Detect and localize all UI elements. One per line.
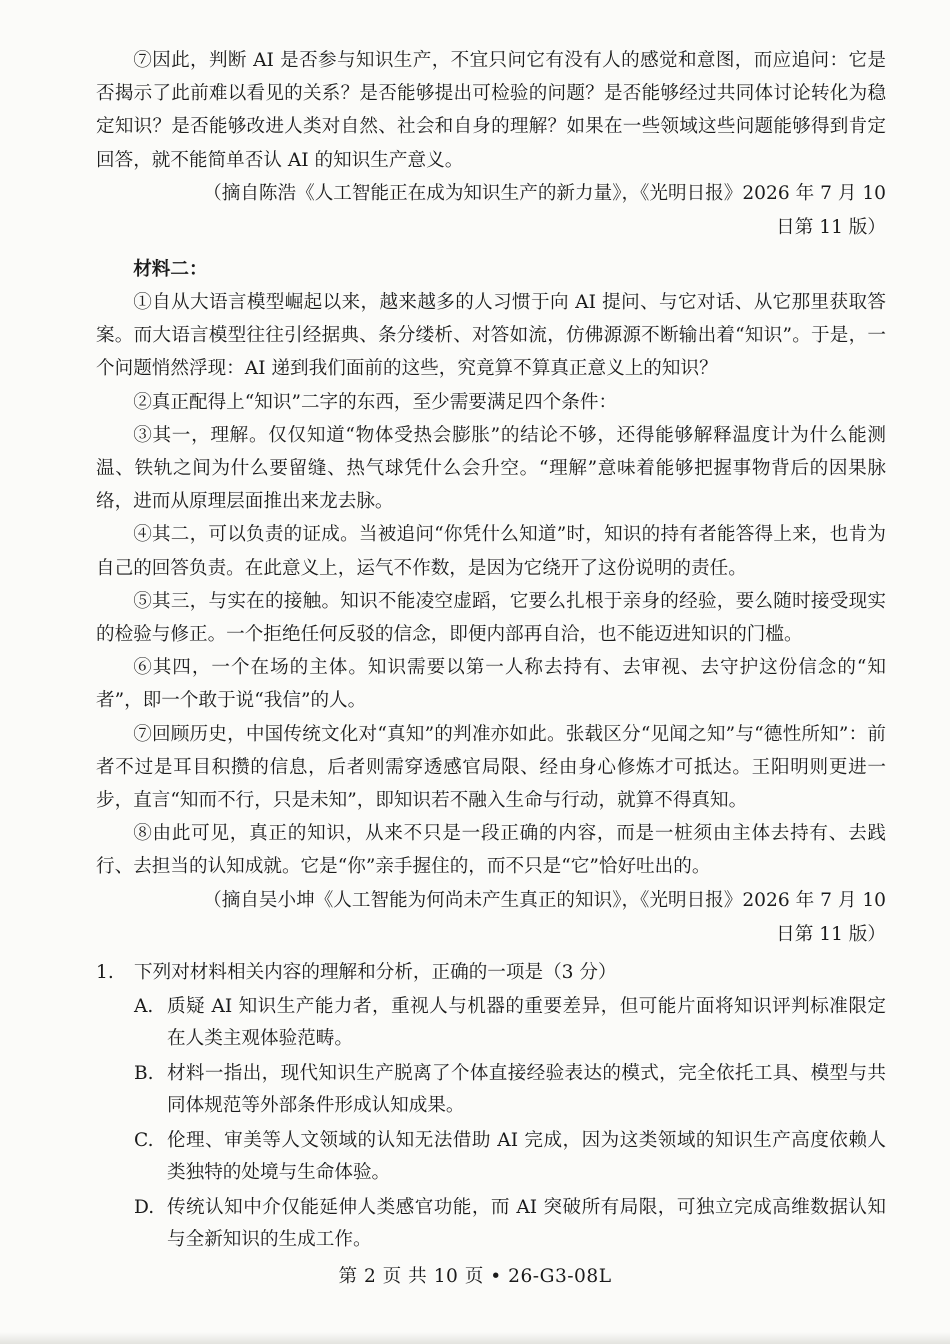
scan-edge-shadow xyxy=(0,1332,950,1344)
question-1-stem xyxy=(96,956,886,989)
material1-source-line2: 日第 11 版） xyxy=(776,216,886,238)
material2-paragraph: ②真正配得上“知识”二字的东西，至少需要满足四个条件： xyxy=(133,391,618,413)
material2-paragraph: ⑥其四，一个在场的主体。知识需要以第一人称去持有、去审视、去守护这份信念的“知者”，即一个敢于说“我信”的人。 xyxy=(96,657,886,712)
option-text: 质疑 AI 知识生产能力者，重视人与机器的重要差异，但可能片面将知识评判标准限定在人类主观体验范畴。 xyxy=(167,995,886,1050)
option-letter: B. xyxy=(134,1062,154,1084)
option-letter: A. xyxy=(134,995,154,1017)
question-stem-text: 下列对材料相关内容的理解和分析，正确的一项是（3 分） xyxy=(134,961,617,983)
option-c xyxy=(134,1125,886,1190)
material1-source-line1: （摘自陈浩《人工智能正在成为知识生产的新力量》，《光明日报》2026 年 7 月 10 xyxy=(203,182,886,204)
page-footer: 第 2 页 共 10 页 • 26-G3-08L xyxy=(338,1266,612,1287)
material2-paragraph: ⑧由此可见，真正的知识，从来不只是一段正确的内容，而是一桩须由主体去持有、去践行、去担当的认知成就。它是“你”亲手握住的，而不只是“它”恰好吐出的。 xyxy=(96,823,886,878)
material2-paragraph: ④其二，可以负责的证成。当被追问“你凭什么知道”时，知识的持有者能答得上来，也肯为自己的回答负责。在此意义上，运气不作数，是因为它绕开了这份说明的责任。 xyxy=(96,524,886,579)
option-letter: C. xyxy=(134,1129,154,1151)
material2-heading: 材料二： xyxy=(133,258,208,280)
page-content xyxy=(96,44,886,1257)
option-text: 伦理、审美等人文领域的认知无法借助 AI 完成，因为这类领域的知识生产高度依赖人类独特的处境与生命体验。 xyxy=(167,1129,886,1184)
option-b xyxy=(134,1058,886,1123)
material2-paragraph: ⑦回顾历史，中国传统文化对“真知”的判准亦如此。张载区分“见闻之知”与“德性所知”：前者不过是耳目积攒的信息，后者则需穿透感官局限、经由身心修炼才可抵达。王阳明则更进一步，直言“知而不行，只是未知”，即知识若不融入生命与行动，就算不得真知。 xyxy=(96,723,886,812)
material2-paragraph: ⑤其三，与实在的接触。知识不能凌空虚蹈，它要么扎根于亲身的经验，要么随时接受现实的检验与修正。一个拒绝任何反驳的信念，即便内部再自洽，也不能迈进知识的门槛。 xyxy=(96,590,886,646)
material2-source-line1: （摘自吴小坤《人工智能为何尚未产生真正的知识》，《光明日报》2026 年 7 月 10 xyxy=(203,889,886,911)
material2-paragraph: ①自从大语言模型崛起以来，越来越多的人习惯于向 AI 提问、与它对话、从它那里获取答案。而大语言模型往往引经据典、条分缕析、对答如流，仿佛源源不断输出着“知识”。于是，一个问题悄然浮现：AI 递到我们面前的这些，究竟算不算真正意义上的知识？ xyxy=(96,292,886,380)
material1-paragraph-7: ⑦因此，判断 AI 是否参与知识生产，不宜只问它有没有人的感觉和意图，而应追问：它是否揭示了此前难以看见的关系？是否能够提出可检验的问题？是否能够经过共同体讨论转化为稳定知识？是否能够改进人类对自然、社会和自身的理解？如果在一些领域这些问题能够得到肯定回答，就不能简单否认 AI 的知识生产意义。 xyxy=(96,50,886,171)
material2-paragraph: ③其一，理解。仅仅知道“物体受热会膨胀”的结论不够，还得能够解释温度计为什么能测温、铁轨之间为什么要留缝、热气球凭什么会升空。“理解”意味着能够把握事物背后的因果脉络，进而从原理层面推出来龙去脉。 xyxy=(96,424,886,513)
option-d xyxy=(134,1192,886,1257)
question-1 xyxy=(96,956,886,1257)
option-a xyxy=(134,991,886,1056)
material2-source-line2: 日第 11 版） xyxy=(776,923,886,945)
option-letter: D. xyxy=(134,1196,155,1218)
option-text: 传统认知中介仅能延伸人类感官功能，而 AI 突破所有局限，可独立完成高维数据认知与全新知识的生成工作。 xyxy=(167,1196,886,1251)
option-text: 材料一指出，现代知识生产脱离了个体直接经验表达的模式，完全依托工具、模型与共同体规范等外部条件形成认知成果。 xyxy=(167,1062,886,1117)
question-number: 1. xyxy=(96,961,114,983)
